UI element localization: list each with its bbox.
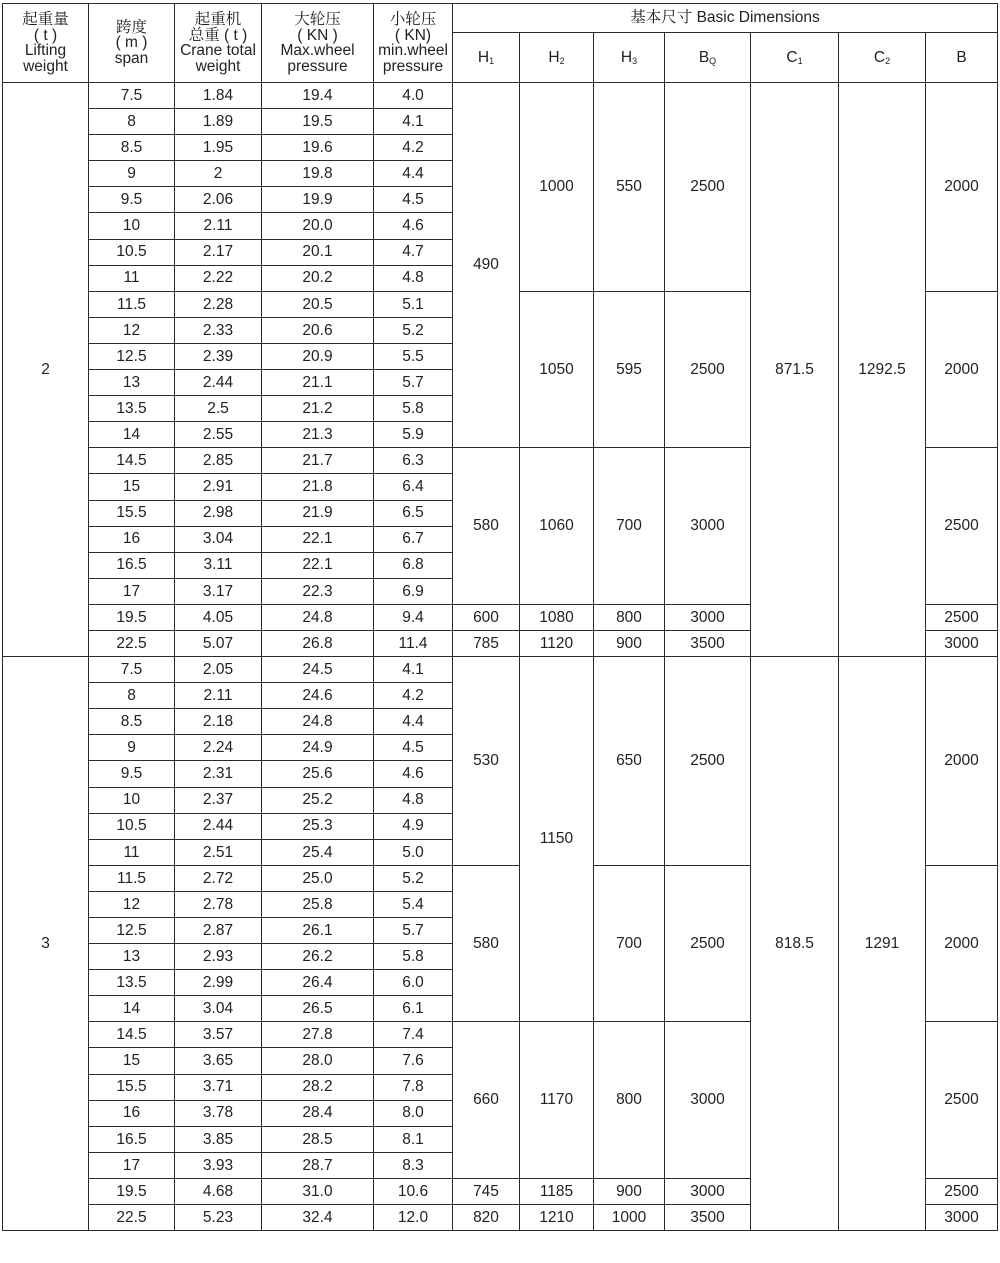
min-wheel-pressure-cell: 5.2 (374, 865, 453, 891)
crane-weight-cell: 2.22 (175, 265, 262, 291)
crane-weight-cell: 3.04 (175, 996, 262, 1022)
crane-weight-cell: 2.11 (175, 683, 262, 709)
min-wheel-pressure-cell: 9.4 (374, 604, 453, 630)
dim-h1-cell: 820 (453, 1205, 520, 1231)
dim-subscript: 2 (559, 55, 565, 66)
max-wheel-pressure-cell: 20.6 (262, 317, 374, 343)
max-wheel-pressure-cell: 31.0 (262, 1178, 374, 1204)
crane-weight-cell: 4.05 (175, 604, 262, 630)
max-wheel-pressure-cell: 19.5 (262, 109, 374, 135)
crane-weight-cell: 2.44 (175, 813, 262, 839)
min-wheel-pressure-cell: 4.2 (374, 683, 453, 709)
dim-h3-cell: 800 (594, 1022, 665, 1179)
header-dim-b (926, 33, 998, 83)
max-wheel-pressure-cell: 19.9 (262, 187, 374, 213)
crane-weight-cell: 3.71 (175, 1074, 262, 1100)
dim-b-cell: 2500 (926, 448, 998, 605)
min-wheel-pressure-cell: 4.5 (374, 735, 453, 761)
max-wheel-pressure-cell: 25.8 (262, 891, 374, 917)
dim-symbol: C (873, 48, 886, 66)
dim-h1-cell: 785 (453, 630, 520, 656)
dim-bq-cell: 3500 (665, 630, 751, 656)
dim-h2-cell: 1050 (520, 291, 594, 448)
crane-weight-cell: 3.11 (175, 552, 262, 578)
span-cell: 17 (89, 1152, 175, 1178)
crane-weight-cell: 2.51 (175, 839, 262, 865)
span-cell: 8 (89, 683, 175, 709)
span-cell: 11.5 (89, 865, 175, 891)
header-line: 起重量 (22, 11, 69, 28)
crane-weight-cell: 3.78 (175, 1100, 262, 1126)
dim-symbol: H (477, 48, 490, 66)
max-wheel-pressure-cell: 24.9 (262, 735, 374, 761)
max-wheel-pressure-cell: 21.7 (262, 448, 374, 474)
dim-h1-cell: 580 (453, 865, 520, 1022)
dim-h1-cell: 660 (453, 1022, 520, 1179)
min-wheel-pressure-cell: 5.5 (374, 343, 453, 369)
dim-h1-cell: 745 (453, 1178, 520, 1204)
min-wheel-pressure-cell: 6.0 (374, 970, 453, 996)
span-cell: 12 (89, 891, 175, 917)
span-cell: 13 (89, 944, 175, 970)
max-wheel-pressure-cell: 32.4 (262, 1205, 374, 1231)
dim-h2-cell: 1150 (520, 657, 594, 1022)
max-wheel-pressure-cell: 28.2 (262, 1074, 374, 1100)
min-wheel-pressure-cell: 5.1 (374, 291, 453, 317)
max-wheel-pressure-cell: 26.1 (262, 918, 374, 944)
crane-weight-cell: 3.93 (175, 1152, 262, 1178)
dim-bq-cell: 2500 (665, 291, 751, 448)
crane-weight-cell: 2.55 (175, 422, 262, 448)
dim-b-cell: 2500 (926, 1022, 998, 1179)
max-wheel-pressure-cell: 25.0 (262, 865, 374, 891)
max-wheel-pressure-cell: 26.8 (262, 630, 374, 656)
max-wheel-pressure-cell: 21.2 (262, 396, 374, 422)
dim-bq-cell: 3000 (665, 448, 751, 605)
header-line: ( KN) (394, 26, 432, 44)
max-wheel-pressure-cell: 26.5 (262, 996, 374, 1022)
min-wheel-pressure-cell: 4.1 (374, 657, 453, 683)
dim-h2-cell: 1120 (520, 630, 594, 656)
span-cell: 11.5 (89, 291, 175, 317)
crane-weight-cell: 2.72 (175, 865, 262, 891)
min-wheel-pressure-cell: 8.0 (374, 1100, 453, 1126)
min-wheel-pressure-cell: 5.7 (374, 918, 453, 944)
span-cell: 14.5 (89, 448, 175, 474)
span-cell: 15 (89, 1048, 175, 1074)
span-cell: 9.5 (89, 187, 175, 213)
header-line: Lifting (24, 42, 67, 59)
crane-weight-cell: 2.31 (175, 761, 262, 787)
max-wheel-pressure-cell: 21.1 (262, 370, 374, 396)
span-cell: 16 (89, 1100, 175, 1126)
max-wheel-pressure-cell: 24.8 (262, 604, 374, 630)
max-wheel-pressure-cell: 20.9 (262, 343, 374, 369)
dim-h2-cell: 1060 (520, 448, 594, 605)
max-wheel-pressure-cell: 28.0 (262, 1048, 374, 1074)
header-min-wheel-pressure (374, 4, 453, 83)
max-wheel-pressure-cell: 22.3 (262, 578, 374, 604)
header-line: 跨度 (115, 18, 147, 36)
crane-weight-cell: 1.95 (175, 135, 262, 161)
dim-b-cell: 2500 (926, 604, 998, 630)
header-line: 小轮压 (389, 11, 437, 28)
max-wheel-pressure-cell: 25.3 (262, 813, 374, 839)
max-wheel-pressure-cell: 20.5 (262, 291, 374, 317)
header-line: min.wheel (378, 42, 448, 59)
span-cell: 12 (89, 317, 175, 343)
header-dim-bq (665, 33, 751, 83)
span-cell: 14.5 (89, 1022, 175, 1048)
dim-b-cell: 2000 (926, 865, 998, 1022)
crane-weight-cell: 3.85 (175, 1126, 262, 1152)
header-line: weight (195, 57, 241, 75)
crane-weight-cell: 2.33 (175, 317, 262, 343)
min-wheel-pressure-cell: 5.2 (374, 317, 453, 343)
crane-weight-cell: 2.98 (175, 500, 262, 526)
span-cell: 17 (89, 578, 175, 604)
header-dim-c2 (839, 33, 926, 83)
min-wheel-pressure-cell: 4.2 (374, 135, 453, 161)
max-wheel-pressure-cell: 27.8 (262, 1022, 374, 1048)
header-line: weight (23, 57, 68, 75)
header-line: span (114, 49, 149, 67)
crane-weight-cell: 2.17 (175, 239, 262, 265)
crane-weight-cell: 3.57 (175, 1022, 262, 1048)
span-cell: 14 (89, 422, 175, 448)
max-wheel-pressure-cell: 28.5 (262, 1126, 374, 1152)
dim-b-cell: 3000 (926, 630, 998, 656)
span-cell: 16.5 (89, 552, 175, 578)
header-line: pressure (382, 57, 444, 75)
crane-weight-cell: 2.91 (175, 474, 262, 500)
dim-symbol: B (956, 48, 967, 66)
dim-c1-cell: 871.5 (751, 83, 839, 657)
span-cell: 10 (89, 213, 175, 239)
crane-weight-cell: 2.93 (175, 944, 262, 970)
max-wheel-pressure-cell: 26.2 (262, 944, 374, 970)
min-wheel-pressure-cell: 4.0 (374, 83, 453, 109)
min-wheel-pressure-cell: 7.4 (374, 1022, 453, 1048)
header-line: 总重 ( t ) (188, 26, 248, 44)
crane-weight-cell: 2.24 (175, 735, 262, 761)
dim-subscript: 3 (632, 55, 638, 66)
table-row (3, 657, 998, 683)
max-wheel-pressure-cell: 21.9 (262, 500, 374, 526)
min-wheel-pressure-cell: 6.3 (374, 448, 453, 474)
header-line: ( t ) (33, 26, 58, 44)
min-wheel-pressure-cell: 4.8 (374, 787, 453, 813)
header-line: Max.wheel (280, 42, 355, 59)
max-wheel-pressure-cell: 20.2 (262, 265, 374, 291)
header-max-wheel-pressure (262, 4, 374, 83)
dim-h1-cell: 580 (453, 448, 520, 605)
min-wheel-pressure-cell: 7.8 (374, 1074, 453, 1100)
max-wheel-pressure-cell: 24.5 (262, 657, 374, 683)
max-wheel-pressure-cell: 25.6 (262, 761, 374, 787)
dim-bq-cell: 3000 (665, 604, 751, 630)
header-line: 大轮压 (294, 11, 341, 28)
max-wheel-pressure-cell: 28.4 (262, 1100, 374, 1126)
span-cell: 13.5 (89, 396, 175, 422)
crane-weight-cell: 4.68 (175, 1178, 262, 1204)
span-cell: 19.5 (89, 1178, 175, 1204)
dim-h3-cell: 595 (594, 291, 665, 448)
dim-h1-cell: 490 (453, 83, 520, 448)
dim-subscript: 2 (885, 55, 891, 66)
span-cell: 10.5 (89, 239, 175, 265)
dim-subscript: 1 (797, 55, 803, 66)
crane-weight-cell: 2.44 (175, 370, 262, 396)
min-wheel-pressure-cell: 4.7 (374, 239, 453, 265)
dim-b-cell: 2000 (926, 657, 998, 866)
max-wheel-pressure-cell: 19.4 (262, 83, 374, 109)
max-wheel-pressure-cell: 19.6 (262, 135, 374, 161)
crane-weight-cell: 2.06 (175, 187, 262, 213)
header-line: pressure (287, 57, 348, 75)
max-wheel-pressure-cell: 20.0 (262, 213, 374, 239)
span-cell: 9 (89, 161, 175, 187)
max-wheel-pressure-cell: 19.8 (262, 161, 374, 187)
min-wheel-pressure-cell: 4.6 (374, 761, 453, 787)
crane-weight-cell: 1.89 (175, 109, 262, 135)
min-wheel-pressure-cell: 11.4 (374, 630, 453, 656)
crane-weight-cell: 2.28 (175, 291, 262, 317)
min-wheel-pressure-cell: 5.8 (374, 944, 453, 970)
max-wheel-pressure-cell: 25.2 (262, 787, 374, 813)
dim-b-cell: 2000 (926, 83, 998, 292)
dim-h3-cell: 1000 (594, 1205, 665, 1231)
span-cell: 15 (89, 474, 175, 500)
dim-symbol: C (786, 48, 798, 66)
span-cell: 22.5 (89, 630, 175, 656)
crane-weight-cell: 2.05 (175, 657, 262, 683)
dim-h2-cell: 1170 (520, 1022, 594, 1179)
min-wheel-pressure-cell: 6.7 (374, 526, 453, 552)
min-wheel-pressure-cell: 6.1 (374, 996, 453, 1022)
min-wheel-pressure-cell: 4.9 (374, 813, 453, 839)
span-cell: 19.5 (89, 604, 175, 630)
dim-b-cell: 3000 (926, 1205, 998, 1231)
span-cell: 11 (89, 839, 175, 865)
span-cell: 11 (89, 265, 175, 291)
max-wheel-pressure-cell: 24.6 (262, 683, 374, 709)
min-wheel-pressure-cell: 4.4 (374, 709, 453, 735)
dim-h3-cell: 900 (594, 1178, 665, 1204)
span-cell: 15.5 (89, 500, 175, 526)
min-wheel-pressure-cell: 6.9 (374, 578, 453, 604)
dim-b-cell: 2500 (926, 1178, 998, 1204)
crane-weight-cell: 5.07 (175, 630, 262, 656)
header-dim-h1 (453, 33, 520, 83)
max-wheel-pressure-cell: 22.1 (262, 526, 374, 552)
span-cell: 14 (89, 996, 175, 1022)
dim-bq-cell: 2500 (665, 657, 751, 866)
dim-h3-cell: 700 (594, 865, 665, 1022)
min-wheel-pressure-cell: 7.6 (374, 1048, 453, 1074)
dim-h3-cell: 800 (594, 604, 665, 630)
header-basic-dimensions: 基本尺寸 Basic Dimensions (453, 4, 998, 33)
min-wheel-pressure-cell: 6.4 (374, 474, 453, 500)
min-wheel-pressure-cell: 6.8 (374, 552, 453, 578)
dim-bq-cell: 2500 (665, 865, 751, 1022)
header-dim-h3 (594, 33, 665, 83)
dim-bq-cell: 3000 (665, 1022, 751, 1179)
dim-h3-cell: 550 (594, 83, 665, 292)
crane-weight-cell: 2.18 (175, 709, 262, 735)
dim-h1-cell: 600 (453, 604, 520, 630)
dim-h2-cell: 1185 (520, 1178, 594, 1204)
header-dim-c1 (751, 33, 839, 83)
header-span (89, 4, 175, 83)
span-cell: 13 (89, 370, 175, 396)
span-cell: 8.5 (89, 135, 175, 161)
min-wheel-pressure-cell: 8.3 (374, 1152, 453, 1178)
span-cell: 22.5 (89, 1205, 175, 1231)
header-dim-h2 (520, 33, 594, 83)
dim-c2-cell: 1291 (839, 657, 926, 1231)
dim-h2-cell: 1080 (520, 604, 594, 630)
min-wheel-pressure-cell: 5.0 (374, 839, 453, 865)
max-wheel-pressure-cell: 28.7 (262, 1152, 374, 1178)
span-cell: 16 (89, 526, 175, 552)
header-line: ( m ) (115, 34, 148, 52)
crane-weight-cell: 5.23 (175, 1205, 262, 1231)
span-cell: 12.5 (89, 918, 175, 944)
dim-h1-cell: 530 (453, 657, 520, 866)
crane-weight-cell: 2.99 (175, 970, 262, 996)
max-wheel-pressure-cell: 24.8 (262, 709, 374, 735)
header-line: Crane total (180, 42, 256, 59)
max-wheel-pressure-cell: 21.8 (262, 474, 374, 500)
min-wheel-pressure-cell: 4.8 (374, 265, 453, 291)
dim-subscript: 1 (489, 55, 495, 66)
header-line: ( KN ) (297, 26, 338, 44)
max-wheel-pressure-cell: 20.1 (262, 239, 374, 265)
span-cell: 12.5 (89, 343, 175, 369)
min-wheel-pressure-cell: 12.0 (374, 1205, 453, 1231)
min-wheel-pressure-cell: 6.5 (374, 500, 453, 526)
header-lifting-weight (3, 4, 89, 83)
crane-weight-cell: 2.78 (175, 891, 262, 917)
dim-h2-cell: 1210 (520, 1205, 594, 1231)
min-wheel-pressure-cell: 5.4 (374, 891, 453, 917)
crane-weight-cell: 3.17 (175, 578, 262, 604)
span-cell: 10.5 (89, 813, 175, 839)
table-header (3, 4, 998, 83)
span-cell: 9.5 (89, 761, 175, 787)
dim-c2-cell: 1292.5 (839, 83, 926, 657)
dim-b-cell: 2000 (926, 291, 998, 448)
crane-weight-cell: 1.84 (175, 83, 262, 109)
dim-symbol: B (698, 48, 710, 66)
crane-weight-cell: 2.87 (175, 918, 262, 944)
crane-weight-cell: 2.85 (175, 448, 262, 474)
span-cell: 7.5 (89, 83, 175, 109)
max-wheel-pressure-cell: 21.3 (262, 422, 374, 448)
crane-weight-cell: 2.37 (175, 787, 262, 813)
min-wheel-pressure-cell: 4.5 (374, 187, 453, 213)
max-wheel-pressure-cell: 26.4 (262, 970, 374, 996)
max-wheel-pressure-cell: 22.1 (262, 552, 374, 578)
dim-bq-cell: 2500 (665, 83, 751, 292)
crane-weight-cell: 2.5 (175, 396, 262, 422)
span-cell: 16.5 (89, 1126, 175, 1152)
min-wheel-pressure-cell: 4.1 (374, 109, 453, 135)
min-wheel-pressure-cell: 4.6 (374, 213, 453, 239)
min-wheel-pressure-cell: 5.7 (374, 370, 453, 396)
crane-weight-cell: 2 (175, 161, 262, 187)
min-wheel-pressure-cell: 4.4 (374, 161, 453, 187)
crane-weight-cell: 3.04 (175, 526, 262, 552)
span-cell: 7.5 (89, 657, 175, 683)
lifting-weight-cell: 2 (3, 83, 89, 657)
dim-h3-cell: 650 (594, 657, 665, 866)
dim-symbol: H (548, 48, 560, 66)
crane-weight-cell: 3.65 (175, 1048, 262, 1074)
min-wheel-pressure-cell: 5.8 (374, 396, 453, 422)
min-wheel-pressure-cell: 5.9 (374, 422, 453, 448)
dim-bq-cell: 3000 (665, 1178, 751, 1204)
span-cell: 15.5 (89, 1074, 175, 1100)
min-wheel-pressure-cell: 10.6 (374, 1178, 453, 1204)
crane-spec-table (2, 3, 998, 1231)
span-cell: 13.5 (89, 970, 175, 996)
crane-weight-cell: 2.11 (175, 213, 262, 239)
max-wheel-pressure-cell: 25.4 (262, 839, 374, 865)
dim-c1-cell: 818.5 (751, 657, 839, 1231)
min-wheel-pressure-cell: 8.1 (374, 1126, 453, 1152)
dim-h3-cell: 900 (594, 630, 665, 656)
dim-subscript: Q (709, 55, 717, 66)
header-crane-total-weight (175, 4, 262, 83)
dim-bq-cell: 3500 (665, 1205, 751, 1231)
span-cell: 10 (89, 787, 175, 813)
span-cell: 8.5 (89, 709, 175, 735)
dim-h3-cell: 700 (594, 448, 665, 605)
span-cell: 8 (89, 109, 175, 135)
span-cell: 9 (89, 735, 175, 761)
dim-symbol: H (620, 48, 633, 66)
header-line: 起重机 (194, 11, 242, 28)
table-row (3, 83, 998, 109)
crane-weight-cell: 2.39 (175, 343, 262, 369)
lifting-weight-cell: 3 (3, 657, 89, 1231)
table-body (3, 83, 998, 1231)
dim-h2-cell: 1000 (520, 83, 594, 292)
